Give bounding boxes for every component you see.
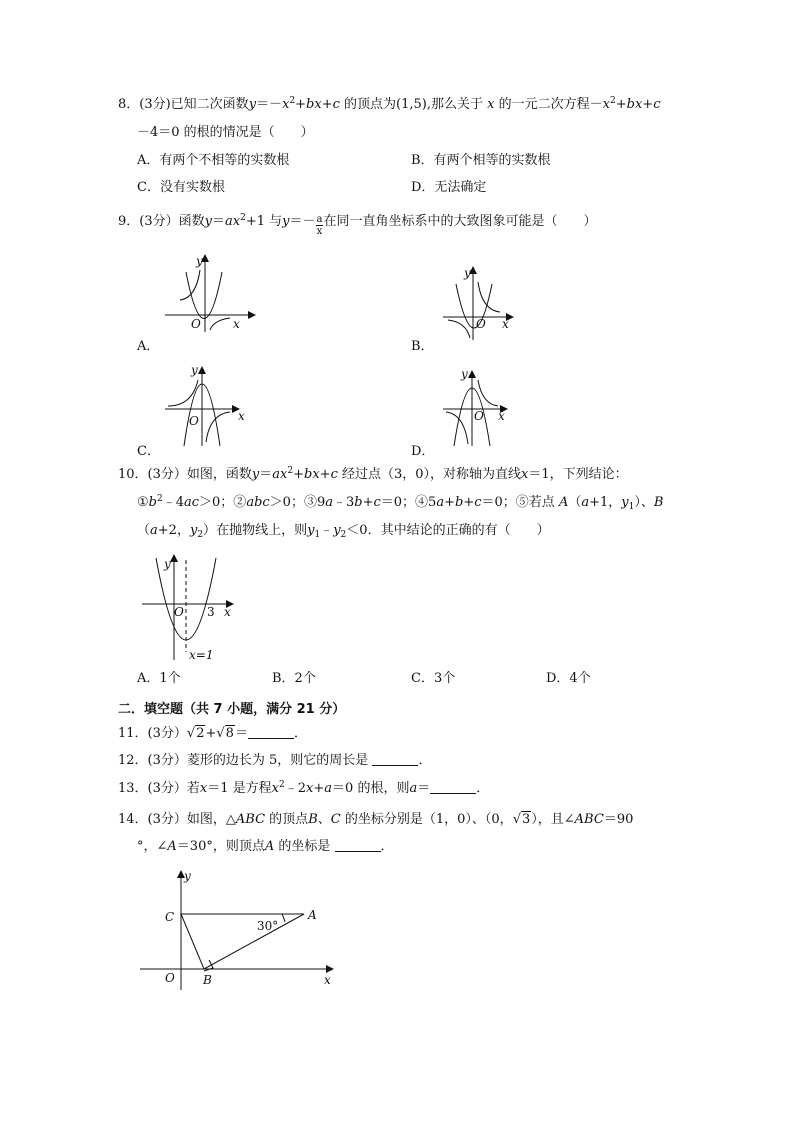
q8-option-c[interactable]: C．没有实数根 — [137, 180, 225, 195]
q14-angle-label: 30° — [257, 919, 279, 933]
q10-option-d[interactable]: D．4个 — [546, 671, 591, 686]
q9-fraction: $\frac{a}{x}$ — [316, 214, 323, 237]
q9a-y-label: y — [196, 254, 203, 268]
q9-option-c[interactable]: C． — [137, 444, 160, 459]
q14-c-label: C — [165, 910, 175, 924]
q8-option-d[interactable]: D．无法确定 — [411, 180, 487, 195]
q11-line: 11．(3分）√2+√8＝ ． — [118, 726, 307, 741]
q9b-y-label: y — [464, 266, 471, 280]
q9-option-a[interactable]: A． — [137, 339, 160, 354]
q10-x-label: x — [224, 605, 231, 619]
q9c-x-label: x — [238, 409, 245, 423]
q14-a-label: A — [308, 908, 317, 922]
q8-option-b[interactable]: B．有两个相等的实数根 — [411, 153, 551, 168]
q9d-y-label: y — [461, 367, 468, 381]
q9b-origin-label: O — [476, 317, 486, 331]
q14-answer-blank[interactable] — [335, 838, 381, 852]
q9-graph-d — [438, 366, 538, 448]
q10-option-a[interactable]: A．1个 — [137, 671, 181, 686]
q9b-x-label: x — [502, 317, 509, 331]
q9-line1: 9．(3分）函数$y=ax^2+1$ 与y＝－ $\frac{a}{x}$ 在同一直角坐标系中的大致图象可能是（ ） — [118, 213, 597, 237]
q10-option-c[interactable]: C．3个 — [411, 671, 456, 686]
q8-line2: －4＝0 的根的情况是（ ） — [137, 125, 314, 140]
q8-line1: 8．(3分)已知二次函数$y=-x^2+bx+c$ 的顶点为(1,5),那么关于 x 的一元二次方程$-x^2+bx+c$ — [118, 96, 661, 112]
q14-x-label: x — [324, 973, 331, 987]
q11-answer-blank[interactable] — [248, 725, 294, 739]
q9-graph-a — [160, 250, 260, 335]
q9c-origin-label: O — [189, 414, 199, 428]
q10-graph — [138, 552, 248, 664]
q9a-x-label: x — [233, 317, 240, 331]
q10-y-label: y — [164, 557, 171, 571]
section-title: 二．填空题（共 7 小题，满分 21 分） — [118, 702, 346, 717]
q9a-origin-label: O — [191, 317, 201, 331]
q8-option-a[interactable]: A．有两个不相等的实数根 — [137, 153, 290, 168]
q10-axis-label: x=1 — [189, 648, 214, 662]
q12-answer-blank[interactable] — [372, 752, 418, 766]
q12-line: 12．(3分）菱形的边长为 5，则它的周长是 ． — [118, 753, 432, 768]
q13-line: 13．(3分）若x＝1 是方程$x^2﹣2x+a=0$ 的根，则a＝ ． — [118, 780, 490, 796]
q14-graph — [140, 866, 350, 991]
q10-line2: $①b^2﹣4ac>0$；②abc＞0；③9a﹣3b+c＝0；④5a+b+c＝0；⑤若点 A（a+1，$y_1$）、B — [137, 494, 664, 512]
q9-option-d[interactable]: D． — [411, 444, 435, 459]
q10-three-label: 3 — [207, 605, 215, 619]
q14-y-label: y — [184, 869, 191, 883]
q9-option-b[interactable]: B． — [411, 339, 434, 354]
q10-option-b[interactable]: B．2个 — [272, 671, 316, 686]
q14-line2: °，∠A＝30°，则顶点A 的坐标是 ． — [137, 839, 394, 854]
q9-graph-c — [160, 362, 260, 447]
q13-answer-blank[interactable] — [430, 780, 476, 794]
q10-origin-label: O — [174, 605, 184, 619]
q14-b-label: B — [203, 973, 212, 987]
q9c-y-label: y — [191, 363, 198, 377]
q14-line1: 14．(3分）如图，△ABC 的顶点B、C 的坐标分别是（1，0）、（0，√3），且∠ABC＝90 — [118, 812, 634, 827]
q14-origin-label: O — [165, 971, 175, 985]
q9d-origin-label: O — [474, 409, 484, 423]
q10-line1: 10．(3分）如图，函数$y=ax^2+bx+c$ 经过点（3，0），对称轴为直线x＝1，下列结论： — [118, 466, 628, 482]
q9-graph-b — [438, 262, 538, 342]
q9d-x-label: x — [498, 409, 505, 423]
q10-line3: （a+2，$y_2$）在抛物线上，则$y_1﹣y_2<0$．其中结论的正确的有（ ） — [137, 523, 550, 540]
